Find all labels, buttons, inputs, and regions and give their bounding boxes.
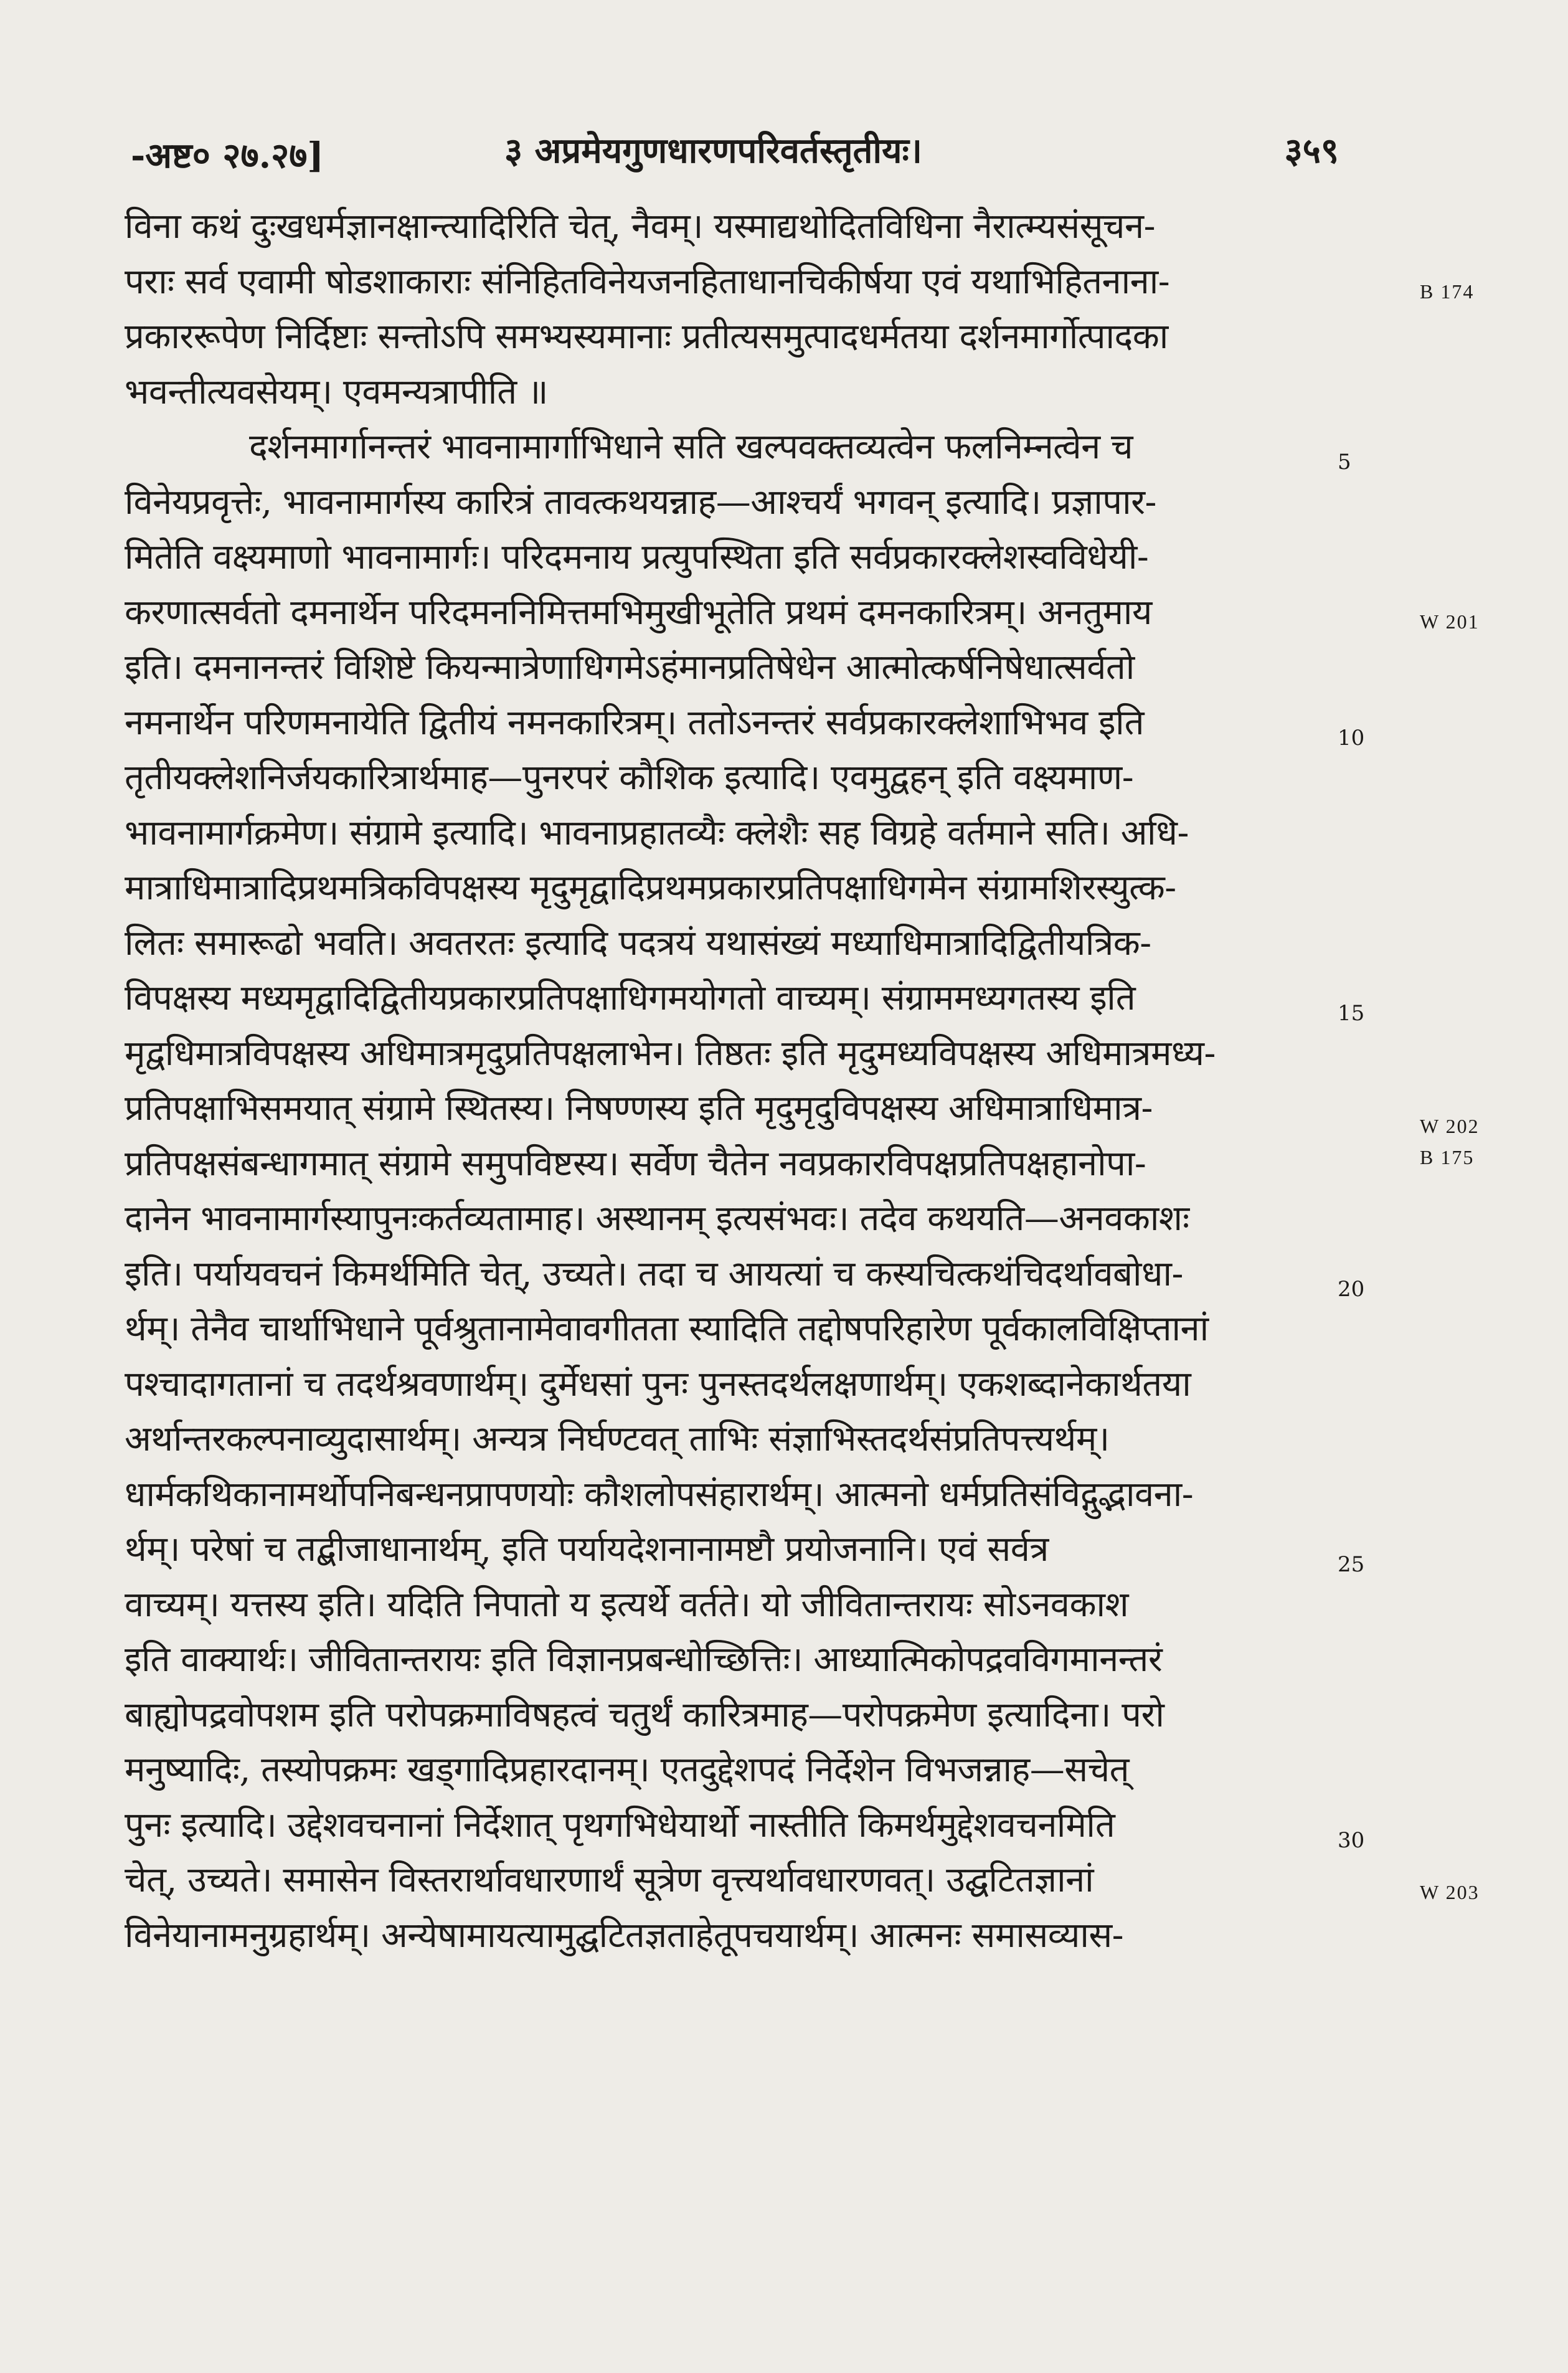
text-line: तृतीयक्लेशनिर्जयकारित्रार्थमाह—पुनरपरं कौशिक इत्यादि। एवमुद्वहन् इति वक्ष्यमाण- bbox=[125, 757, 1134, 798]
text-line: प्रतिपक्षाभिसमयात् संग्रामे स्थितस्य। निषण्णस्य इति मृदुमृदुविपक्षस्य अधिमात्राधिमात्र- bbox=[125, 1088, 1153, 1129]
line-number: 25 bbox=[1338, 1552, 1365, 1577]
text-line: मनुष्यादिः, तस्योपक्रमः खड्गादिप्रहारदानम्। एतदुद्देशपदं निर्देशेन विभजन्नाह—सचेत् bbox=[125, 1750, 1130, 1790]
page-number: ३५९ bbox=[1284, 130, 1339, 171]
text-line: इति। पर्यायवचनं किमर्थमिति चेत्, उच्यते। तदा च आयत्यां च कस्यचित्कथंचिदर्थावबोधा- bbox=[125, 1253, 1183, 1294]
text-line: विनेयप्रवृत्तेः, भावनामार्गस्य कारित्रं तावत्कथयन्नाह—आश्चर्यं भगवन् इत्यादि। प्रज्ञापार- bbox=[125, 481, 1156, 523]
text-line: विना कथं दुःखधर्मज्ञानक्षान्त्यादिरिति चेत्, नैवम्। यस्माद्यथोदितविधिना नैरात्म्यसंसूचन- bbox=[125, 206, 1155, 247]
text-line: धार्मकथिकानामर्थोपनिबन्धनप्रापणयोः कौशलोपसंहारार्थम्। आत्मनो धर्मप्रतिसंविद्गुद्भावना- bbox=[125, 1474, 1194, 1515]
text-line: र्थम्। परेषां च तद्बीजाधानार्थम्, इति पर्यायदेशनानामष्टौ प्रयोजनानि। एवं सर्वत्र bbox=[125, 1529, 1049, 1570]
text-line: पुनः इत्यादि। उद्देशवचनानां निर्देशात् पृथगभिधेयार्थो नास्तीति किमर्थमुद्देशवचनमिति bbox=[125, 1804, 1115, 1845]
text-line: प्रतिपक्षसंबन्धागमात् संग्रामे समुपविष्टस्य। सर्वेण चैतेन नवप्रकारविपक्षप्रतिपक्षहानोपा- bbox=[125, 1143, 1146, 1184]
text-line: र्थम्। तेनैव चार्थाभिधाने पूर्वश्रुतानामेवावगीतता स्यादिति तद्दोषपरिहारेण पूर्वकालविक्षिप्तानां bbox=[125, 1309, 1209, 1349]
running-header bbox=[106, 112, 1389, 174]
line-number: 10 bbox=[1338, 726, 1365, 751]
margin-reference: B 175 bbox=[1420, 1146, 1475, 1168]
text-line: प्रकाररूपेण निर्दिष्टाः सन्तोऽपि समभ्यस्यमानाः प्रतीत्यसमुत्पादधर्मतया दर्शनमार्गोत्पादका bbox=[125, 316, 1168, 357]
text-line: पराः सर्व एवामी षोडशाकाराः संनिहितविनेयजनहिताधानचिकीर्षया एवं यथाभिहितनाना- bbox=[125, 261, 1170, 302]
text-line: बाह्योपद्रवोपशम इति परोपक्रमाविषहत्वं चतुर्थं कारित्रमाह—परोपक्रमेण इत्यादिना। परो bbox=[125, 1694, 1164, 1735]
text-line: पश्चादागतानां च तदर्थश्रवणार्थम्। दुर्मेधसां पुनः पुनस्तदर्थलक्षणार्थम्। एकशब्दानेकार्थतया bbox=[125, 1363, 1191, 1404]
text-line: मृद्वधिमात्रविपक्षस्य अधिमात्रमृदुप्रतिपक्षलाभेन। तिष्ठतः इति मृदुमध्यविपक्षस्य अधिमात्रमध्य- bbox=[125, 1033, 1216, 1074]
commentary-text bbox=[125, 199, 1345, 1963]
line-number: 20 bbox=[1338, 1277, 1365, 1302]
text-line: नमनार्थेन परिणमनायेति द्वितीयं नमनकारित्रम्। ततोऽनन्तरं सर्वप्रकारक्लेशाभिभव इति bbox=[125, 702, 1145, 743]
text-line: अर्थान्तरकल्पनाव्युदासार्थम्। अन्यत्र निर्घण्टवत् ताभिः संज्ञाभिस्तदर्थसंप्रतिपत्त्यर्थम्। bbox=[125, 1419, 1110, 1459]
text-line: दर्शनमार्गानन्तरं भावनामार्गाभिधाने सति खल्पवक्तव्यत्वेन फलनिम्नत्वेन च bbox=[249, 427, 1133, 467]
text-line: लितः समारूढो भवति। अवतरतः इत्यादि पदत्रयं यथासंख्यं मध्याधिमात्रादिद्वितीयत्रिक- bbox=[125, 922, 1151, 964]
text-line: भवन्तीत्यवसेयम्। एवमन्यत्रापीति ॥ bbox=[125, 371, 548, 412]
text-line: भावनामार्गक्रमेण। संग्रामे इत्यादि। भावनाप्रहातव्यैः क्लेशैः सह विग्रहे वर्तमाने सति। अधि- bbox=[125, 812, 1189, 853]
header-chapter-title: ३ अप्रमेयगुणधारणपरिवर्तस्तृतीयः। bbox=[504, 130, 922, 171]
line-number: 15 bbox=[1338, 1001, 1365, 1026]
header-verse-ref: -अष्ट० २७.२७] bbox=[131, 135, 324, 176]
margin-reference: W 203 bbox=[1420, 1881, 1480, 1903]
text-line: मितेति वक्ष्यमाणो भावनामार्गः। परिदमनाय प्रत्युपस्थिता इति सर्वप्रकारक्लेशस्वविधेयी- bbox=[125, 537, 1149, 577]
text-line: इति। दमनानन्तरं विशिष्टे कियन्मात्रेणाधिगमेऽहंमानप्रतिषेधेन आत्मोत्कर्षनिषेधात्सर्वतो bbox=[125, 647, 1135, 688]
margin-reference: B 174 bbox=[1420, 280, 1475, 303]
text-line: करणात्सर्वतो दमनार्थेन परिदमननिमित्तमभिमुखीभूतेति प्रथमं दमनकारित्रम्। अनतुमाय bbox=[125, 592, 1152, 633]
text-line: विनेयानामनुग्रहार्थम्। अन्येषामायत्यामुद्घटितज्ञताहेतूपचयार्थम्। आत्मनः समासव्यास- bbox=[125, 1915, 1124, 1956]
text-line: चेत्, उच्यते। समासेन विस्तरार्थावधारणार्थं सूत्रेण वृत्त्यर्थावधारणवत्। उद्घटितज्ञानां bbox=[125, 1860, 1094, 1900]
text-line: इति वाक्यार्थः। जीवितान्तरायः इति विज्ञानप्रबन्धोच्छित्तिः। आध्यात्मिकोपद्रवविगमानन्तरं bbox=[125, 1639, 1163, 1680]
margin-reference: W 201 bbox=[1420, 610, 1480, 633]
line-number: 30 bbox=[1338, 1828, 1365, 1853]
text-line: वाच्यम्। यत्तस्य इति। यदिति निपातो य इत्यर्थे वर्तते। यो जीवितान्तरायः सोऽनवकाश bbox=[125, 1584, 1129, 1625]
text-line: मात्राधिमात्रादिप्रथमत्रिकविपक्षस्य मृदुमृद्वादिप्रथमप्रकारप्रतिपक्षाधिगमेन संग्रामशिरस्युत्क- bbox=[125, 868, 1176, 908]
margin-reference: W 202 bbox=[1420, 1115, 1480, 1137]
text-line: विपक्षस्य मध्यमृद्वादिद्वितीयप्रकारप्रतिपक्षाधिगमयोगतो वाच्यम्। संग्राममध्यगतस्य इति bbox=[125, 978, 1136, 1018]
line-number: 5 bbox=[1338, 450, 1351, 475]
text-line: दानेन भावनामार्गस्यापुनःकर्तव्यतामाह। अस्थानम् इत्यसंभवः। तदेव कथयति—अनवकाशः bbox=[125, 1198, 1189, 1239]
